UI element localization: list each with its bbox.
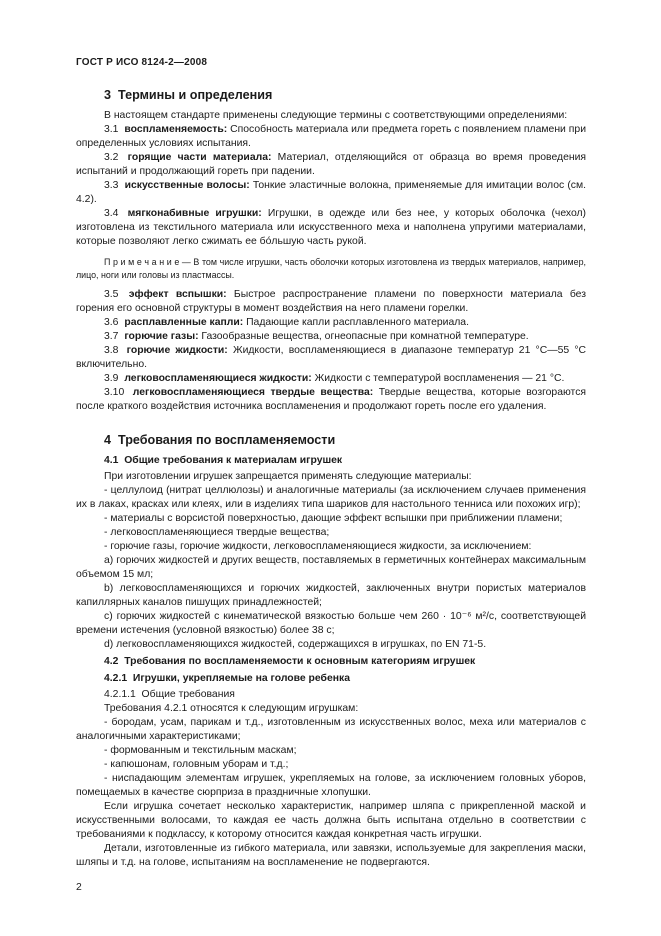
term-number: 3.6: [104, 317, 119, 328]
term-definition: Материал, отделяющийся от образца во время проведения испытаний и продолжающий гореть при падении.: [76, 152, 587, 177]
term-definition: Газообразные вещества, огнеопасные при комнатной температуре.: [201, 331, 529, 342]
term-3-10: [76, 386, 586, 414]
section-4-2-1-heading: 4.2.1 Игрушки, укрепляемые на голове ребенка: [104, 673, 350, 684]
list-item: - бородам, усам, парикам и т.д., изготовленным из искусственных волос, меха или материалов с аналогичными характеристиками;: [76, 717, 586, 742]
list-item: - капюшонам, головным уборам и т.д.;: [104, 759, 289, 770]
section-3-intro: В настоящем стандарте применены следующие термины с соответствующими определениями:: [104, 110, 568, 121]
exception-item-c: c) горючих жидкостей с кинематической вязкостью больше чем 260 · 10⁻⁶ м²/с, соответствующей времени истечения (условной вязкостью) более 38 с;: [76, 611, 586, 636]
term-definition: Тонкие эластичные волокна, применяемые для имитации волос (см. 4.2).: [76, 180, 587, 205]
term-number: 3.3: [104, 180, 119, 191]
term-3-1: [76, 123, 586, 151]
section-4-1-intro: При изготовлении игрушек запрещается применять следующие материалы:: [104, 471, 472, 482]
term-number: 3.10: [104, 387, 125, 398]
term-name: горючие жидкости:: [126, 345, 228, 356]
list-item: - материалы с ворсистой поверхностью, дающие эффект вспышки при приближении пламени;: [104, 513, 563, 524]
term-definition: Способность материала или предмета гореть с появлением пламени при определенных условиях испытания.: [76, 124, 586, 149]
term-3-7: [76, 330, 586, 344]
list-item: - формованным и текстильным маскам;: [104, 745, 297, 756]
term-3-4: [76, 207, 586, 249]
term-name: легковоспламеняющиеся твердые вещества:: [132, 387, 374, 398]
term-3-3: [76, 179, 586, 207]
term-name: искусственные волосы:: [124, 180, 250, 191]
section-4-1-heading: 4.1 Общие требования к материалам игрушек: [104, 455, 343, 466]
term-name: расплавленные капли:: [124, 317, 244, 328]
term-name: эффект вспышки:: [128, 289, 227, 300]
note-text: В том числе игрушки, часть оболочки которых изготовлена из твердых материалов, например, лицо, ноги или головы из пластмассы.: [76, 257, 586, 280]
term-3-2: [76, 151, 586, 179]
section-4-heading: 4 Требования по воспламеняемости: [104, 433, 336, 447]
exception-item-d: d) легковоспламеняющихся жидкостей, содержащихся в игрушках, по EN 71-5.: [104, 639, 487, 650]
note: [76, 256, 586, 281]
paragraph: Если игрушка сочетает несколько характеристик, например шляпа с прикрепленной маской и искусственными волосами, то каждая ее часть должна быть испытана отдельно в соответствии с требованиями к подклассу, к которому относится каждая конкретная часть игрушки.: [76, 801, 586, 840]
term-number: 3.4: [104, 208, 119, 219]
list-item: - горючие газы, горючие жидкости, легковоспламеняющиеся жидкости, за исключением:: [104, 541, 532, 552]
term-number: 3.8: [104, 345, 119, 356]
term-number: 3.7: [104, 331, 119, 342]
section-4-2-1-1-heading: 4.2.1.1 Общие требования: [104, 689, 235, 700]
list-item: - легковоспламеняющиеся твердые вещества;: [104, 527, 330, 538]
list-item: - ниспадающим элементам игрушек, укрепляемых на голове, за исключением головных уборов, помещаемых в качестве сюрприза в праздничные хлопушки.: [76, 773, 586, 798]
term-3-5: [76, 288, 586, 316]
term-definition: Жидкости с температурой воспламенения — 21 °С.: [314, 373, 565, 384]
term-definition: Жидкости, воспламеняющиеся в диапазоне температур 21 °С—55 °С включительно.: [76, 345, 587, 370]
section-4-2-1-intro: Требования 4.2.1 относятся к следующим игрушкам:: [104, 703, 359, 714]
term-definition: Падающие капли расплавленного материала.: [246, 317, 469, 328]
term-3-8: [76, 344, 586, 372]
term-number: 3.9: [104, 373, 119, 384]
term-name: легковоспламеняющиеся жидкости:: [124, 373, 312, 384]
term-3-6: [76, 316, 586, 330]
term-name: горючие газы:: [124, 331, 199, 342]
page-number: 2: [76, 882, 82, 893]
term-definition: Быстрое распространение пламени по поверхности материала без горения его основной структуры в момент воздействия на него пламени горелки.: [76, 289, 586, 314]
term-name: воспламеняемость:: [124, 124, 228, 135]
term-definition: Игрушки, в одежде или без нее, у которых оболочка (чехол) изготовлена из текстильного материала или искусственного меха и наполнена упругими материалами, которые позволяют легко сжимать ее бо́льшую часть рукой.: [76, 208, 587, 247]
term-number: 3.5: [104, 289, 119, 300]
section-3-heading: 3 Термины и определения: [104, 88, 273, 102]
list-item: - целлулоид (нитрат целлюлозы) и аналогичные материалы (за исключением случаев применения их в лаках, красках или клеях, или в изделиях типа шариков для настольного тенниса или похожих игр);: [76, 485, 586, 510]
term-name: мягконабивные игрушки:: [127, 208, 262, 219]
term-definition: Твердые вещества, которые возгораются после краткого воздействия источника воспламенения и продолжают гореть после его удаления.: [76, 387, 587, 412]
paragraph: Детали, изготовленные из гибкого материала, или завязки, используемые для закрепления маски, шляпы и т.д. на голове, испытаниям на воспламенение не подвергаются.: [76, 843, 586, 868]
term-number: 3.1: [104, 124, 119, 135]
term-name: горящие части материала:: [127, 152, 272, 163]
section-4-2-heading: 4.2 Требования по воспламеняемости к основным категориям игрушек: [104, 656, 476, 667]
exception-item-a: a) горючих жидкостей и других веществ, поставляемых в герметичных контейнерах максимальным объемом 15 мл;: [76, 555, 586, 580]
running-header: ГОСТ Р ИСО 8124-2—2008: [76, 57, 208, 68]
term-number: 3.2: [104, 152, 119, 163]
note-label: П р и м е ч а н и е —: [104, 257, 191, 267]
term-3-9: [76, 372, 586, 386]
exception-item-b: b) легковоспламеняющихся и горючих жидкостей, заключенных внутри пористых материалов капиллярных каналов пишущих принадлежностей;: [76, 583, 586, 608]
